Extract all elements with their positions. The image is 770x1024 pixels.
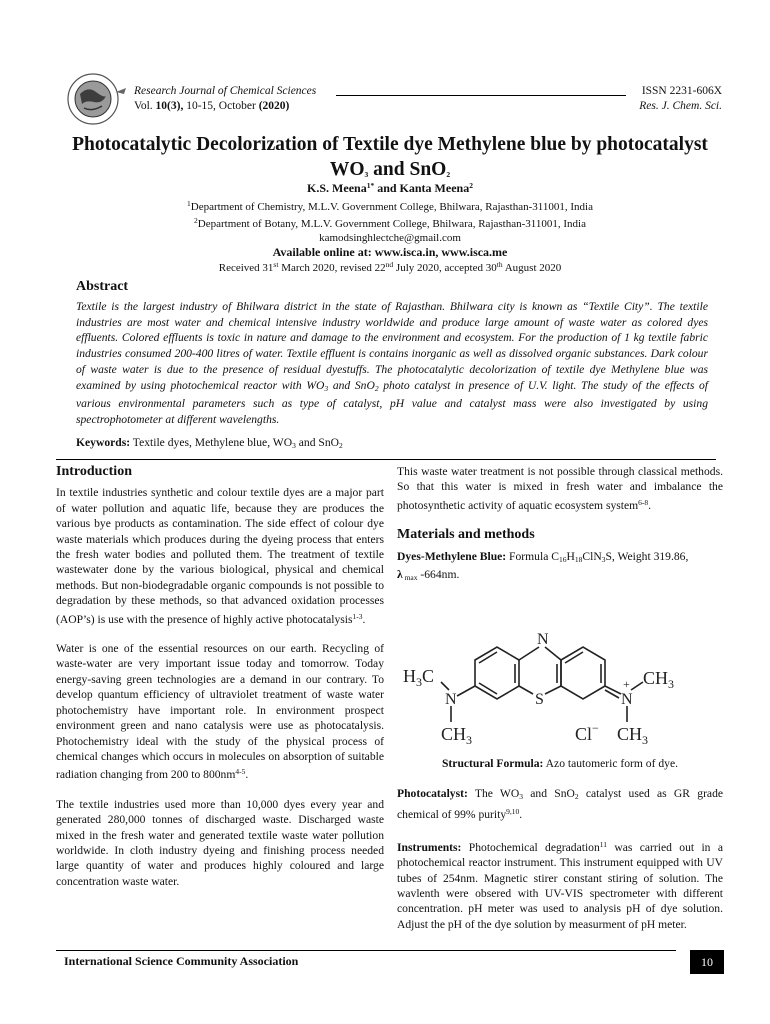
photo-cite: 9,10 [506, 807, 520, 817]
volume-prefix: Vol. [134, 100, 156, 112]
right-column-lower [397, 786, 723, 946]
materials-methods-heading: Materials and methods [397, 527, 535, 543]
dye-formula-1: Formula C [506, 549, 559, 563]
lambda-value: -664nm. [417, 568, 460, 582]
h3c-h: H [403, 666, 416, 686]
affiliations [40, 197, 740, 245]
journal-header-right [639, 84, 722, 114]
photo-part-3: catalyst used as GR grade chemical of 99% purity [397, 787, 724, 822]
abstract-sub-2: 2 [374, 383, 379, 393]
abstract-part-3: photo catalyst in presence of U.V. light. The study of the effects of various environmental parameters such as type of catalyst, pH value and catalyst mass were also investigated by using spectrophotometer at different wavelengths. [76, 378, 709, 426]
dye-formula-2: H [566, 549, 575, 563]
photocatalyst-paragraph [397, 786, 723, 823]
h3c-sub: 3 [416, 675, 422, 689]
photocatalyst-label: Photocatalyst: [397, 787, 468, 800]
dye-formula-3: ClN [582, 549, 602, 563]
dye-sub-18: 18 [574, 554, 583, 564]
introduction-heading: Introduction [56, 464, 132, 479]
page-number: 10 [690, 950, 724, 974]
title-wo: WO [329, 159, 365, 180]
right-column [397, 464, 723, 599]
received-1-sup: st [273, 260, 279, 269]
chloride-charge: − [592, 721, 599, 735]
ch3-rb-sub: 3 [642, 733, 649, 747]
ch3-left-ch: CH [441, 724, 467, 744]
ch3-right-bottom-label [617, 724, 648, 747]
ch3-rb-ch: CH [617, 724, 643, 744]
dye-description [397, 549, 723, 586]
email[interactable]: kamodsinghlectche@gmail.com [319, 232, 461, 244]
abstract-sub-1: 3 [324, 383, 329, 393]
intro-p1-cite: 1-3 [352, 611, 363, 621]
lambda-symbol: λ [397, 568, 403, 582]
instruments-paragraph [397, 837, 723, 932]
intro-p2-end: . [245, 768, 249, 782]
abstract-text [76, 299, 708, 428]
instr-cite: 11 [599, 839, 607, 849]
right-p0-text: This waste water treatment is not possible through classical methods. So that this water is mixed in fresh water and imbalance the photosynthetic activity of aquatic ecosystem system [397, 465, 723, 512]
ch3-rt-ch: CH [643, 668, 669, 688]
intro-p2-cite: 4-5 [235, 767, 246, 777]
n-left-label: N [445, 691, 457, 708]
received-2: March 2020, revised 22 [278, 262, 386, 274]
ch3-right-top-label [643, 668, 674, 691]
author-1: K.S. Meena [307, 181, 367, 195]
instruments-label: Instruments: [397, 840, 462, 854]
received-2-sup: nd [385, 260, 394, 269]
photo-sub-3: 3 [519, 792, 524, 801]
keywords-sub-1: 3 [292, 441, 296, 450]
footer-organization: International Science Community Association [64, 954, 299, 968]
ch3-left-sub: 3 [466, 733, 473, 747]
h3c-label [403, 666, 434, 689]
chloride-label [575, 721, 599, 744]
journal-header-left [134, 84, 316, 114]
abstract-heading: Abstract [76, 279, 129, 294]
methylene-blue-structure [397, 626, 723, 752]
ch3-left-label [441, 724, 472, 747]
photo-sub-2: 2 [574, 792, 579, 801]
n-right-label: N [621, 691, 633, 708]
author-1-sup: 1* [366, 181, 375, 190]
caption-text: Azo tautomeric form of dye. [543, 757, 678, 770]
instr-part-2: was carried out in a photochemical reactor instrument. This instrument equipped with UV tubes of 254nm. Magnetic stirer constant stiring of solution. The wavlenth were obsered with UV-VIS spectrometer with different concentration. pH meter was used to analysis pH of dye solution. Adjust the pH of the dye solution by measurment of pH meter. [397, 840, 723, 931]
dye-sub-16: 16 [558, 554, 567, 564]
issn: ISSN 2231-606X [641, 85, 722, 97]
photo-end: . [519, 808, 523, 822]
year: (2020) [258, 100, 290, 112]
ch3-rt-sub: 3 [668, 677, 675, 691]
right-p0-end: . [648, 498, 652, 512]
intro-paragraph-2 [56, 641, 384, 783]
intro-p1-text: In textile industries synthetic and colour textile dyes are a major part of water pollution and aquatic life, because they are produces the various bye products as contamination. The side effect of colour dye waste materials which produces during the dyeing process that enters the fresh water bodies and polluted them. The treatment of textile wastewater done by the various biological, physical and chemical methods. But non-biodegradable organic compounds is not possible to degradation by these methods, so that advanced oxidation processes (AOP’s) is use with the presence of highly active photocatalysis [56, 486, 384, 626]
abstract-part-2: and SnO [328, 378, 375, 392]
aff2-sup: 2 [194, 216, 198, 225]
right-paragraph-0 [397, 464, 723, 513]
affiliation-2: Department of Botany, M.L.V. Government College, Bhilwara, Rajasthan-311001, India [197, 218, 586, 230]
right-p0-cite: 6-8 [638, 497, 649, 507]
volume-number: 10(3), [155, 100, 184, 112]
instr-part-1: Photochemical degradation [461, 840, 600, 854]
n-plus-charge: + [623, 677, 630, 691]
intro-p1-end: . [362, 612, 366, 626]
header-rule [336, 95, 626, 96]
journal-logo [66, 72, 128, 126]
paper-title [40, 132, 740, 187]
aff1-sup: 1 [187, 199, 191, 208]
intro-p2-text: Water is one of the essential resources on our earth. Recycling of waste-water are very important issue today and tomorrow. Today energy-saving green technologies are a demand in our contrary. To develop quantum efficiency of ultraviolet treatment of waste water photochemistry have important role. In environment prospect environment green and nano catalysis were use as photocatalysis. Photochemistry ideal with the study of the physical process of chemical changes which occurs in molecules on absorption of suitable radiation changing from 200 to 800nm [56, 642, 384, 782]
intro-paragraph-3: The textile industries used more than 10,000 dyes every year and generated 280,000 tonnes of discharged waste. Discharged waste mixed in the fresh water and generated textile waste water pollution worldwide. In cloth industry dyeing and finishing process needed large quantity of water and produces highly coloured and large concentration waste water. [56, 797, 384, 888]
left-column [56, 464, 384, 903]
photo-part-2: and SnO [523, 787, 575, 800]
keywords-part-2: and SnO [295, 436, 340, 449]
title-line-1: Photocatalytic Decolorization of Textile dye Methylene blue by photocatalyst [72, 134, 708, 155]
dye-label: Dyes-Methylene Blue: [397, 549, 507, 563]
title-sub-2: 2 [446, 170, 451, 179]
section-divider [56, 459, 716, 460]
affiliation-1: Department of Chemistry, M.L.V. Government College, Bhilwara, Rajasthan-311001, India [190, 201, 593, 213]
h3c-c: C [422, 666, 435, 686]
structure-caption [397, 757, 723, 770]
title-sub-3: 3 [364, 170, 369, 179]
intro-paragraph-1 [56, 485, 384, 627]
journal-name: Research Journal of Chemical Sciences [134, 85, 317, 97]
dye-weight: S, Weight 319.86, [605, 549, 689, 563]
received-dates [40, 260, 740, 274]
author-2-sup: 2 [469, 181, 473, 190]
author-2: and Kanta Meena [374, 181, 470, 195]
received-3-sup: th [496, 260, 503, 269]
received-1: Received 31 [218, 262, 274, 274]
journal-abbrev: Res. J. Chem. Sci. [639, 100, 722, 112]
received-3: July 2020, accepted 30 [393, 262, 497, 274]
ring-s-bottom: S [535, 691, 544, 708]
photo-part-1: The WO [467, 787, 520, 800]
lambda-max-sub: max [402, 573, 418, 583]
caption-label: Structural Formula: [441, 757, 544, 770]
title-sno: and SnO [368, 159, 447, 180]
keywords-label: Keywords: [76, 436, 131, 449]
dye-sub-3: 3 [601, 554, 606, 564]
ring-n-top: N [537, 631, 549, 648]
chloride-cl: Cl [575, 724, 593, 744]
authors [40, 181, 740, 196]
abstract-part-1: Textile is the largest industry of Bhilwara district in the state of Rajasthan. Bhilwara city is known as “Textile City”. The textile industries are most water and chemical intensive industry worldwide and produce large amount of waste water as colored dyes effluents. Colored effluents is toxic in nature and damage to the environment and ecosystem. For the production of 1 kg textile fabric industries consumed 200-400 litres of water. Textile effluent is contains inorganic as well as dissolved organic substances. Dark colour of waste water is due to the presence of residual dyestuffs. The photocatalytic decolorization of textile dye Methylene blue was examined by using photochemical reactor with WO [76, 300, 708, 392]
received-4: August 2020 [502, 262, 562, 274]
available-online: Available online at: www.isca.in, www.isca.me [272, 245, 508, 259]
keywords-part-1: Textile dyes, Methylene blue, WO [130, 436, 293, 449]
keywords [76, 436, 708, 450]
keywords-sub-2: 2 [339, 441, 343, 450]
pages-date: 10-15, October [183, 100, 259, 112]
